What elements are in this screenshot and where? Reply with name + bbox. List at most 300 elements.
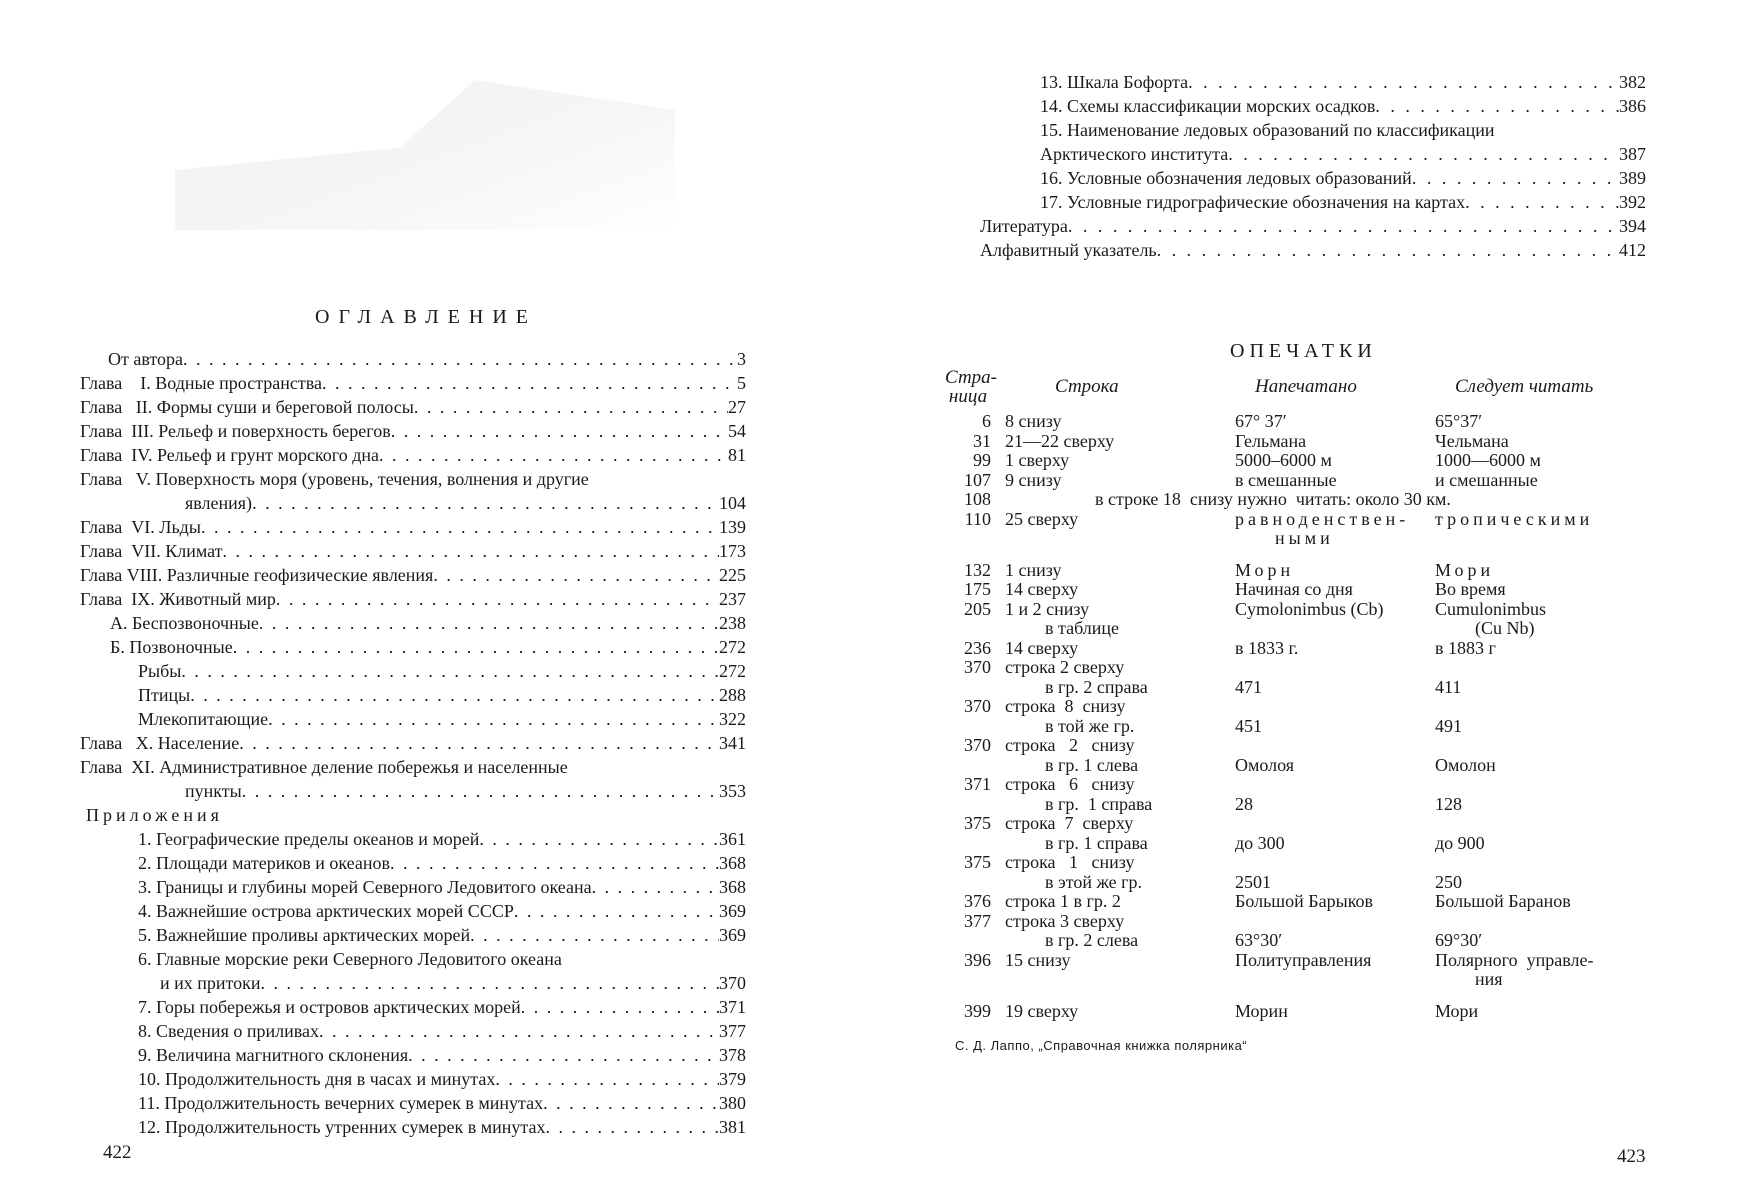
errata-printed-text: 67° 37′ xyxy=(1235,411,1287,431)
errata-printed-text: до 300 xyxy=(1235,832,1285,853)
dot-leader xyxy=(239,731,719,755)
toc-entry xyxy=(980,166,1646,190)
errata-line xyxy=(1005,1002,1225,1022)
toc-entry-label: 10. Продолжительность дня в часах и минутах xyxy=(138,1069,496,1089)
errata-line xyxy=(1005,736,1225,775)
errata-line-text: в гр. 1 справа xyxy=(1045,793,1153,814)
toc-entry-label: 5. Важнейшие проливы арктических морей xyxy=(138,925,471,945)
errata-printed-text: Cymolonimbus (Cb) xyxy=(1235,598,1384,619)
errata-correct xyxy=(1425,775,1645,814)
errata-printed xyxy=(1225,1002,1425,1022)
errata-line-text: в гр. 2 справа xyxy=(1045,676,1148,697)
errata-row xyxy=(945,697,1645,736)
toc-entry-page: 382 xyxy=(1619,72,1646,92)
dot-leader xyxy=(261,971,719,995)
errata-correct-text: (Cu Nb) xyxy=(1475,618,1535,638)
errata-line xyxy=(1005,639,1225,659)
toc-entry xyxy=(80,491,746,515)
errata-correct-text: Чельмана xyxy=(1435,430,1509,451)
toc-entry-line xyxy=(980,118,1646,142)
errata-line xyxy=(1005,775,1225,814)
toc-entry-label: 6. Главные морские реки Северного Ледовитого океана xyxy=(138,949,562,969)
toc-entry-label: Глава VIII. Различные геофизические явления xyxy=(80,565,434,585)
errata-printed-text: Большой Барыков xyxy=(1235,891,1374,911)
errata-page: 399 xyxy=(964,1000,991,1021)
errata-line xyxy=(1005,697,1225,736)
dot-leader xyxy=(390,851,719,875)
errata-page: 236 xyxy=(964,637,991,658)
toc-entry xyxy=(80,659,746,683)
errata-row xyxy=(945,600,1645,639)
toc-entry-label: 2. Площади материков и океанов xyxy=(138,853,390,873)
toc-entry-label: Глава III. Рельеф и поверхность берегов xyxy=(80,421,391,441)
errata-row xyxy=(945,736,1645,775)
toc-entry-page: 272 xyxy=(719,637,746,657)
dot-leader xyxy=(1228,142,1619,166)
toc-entry-label: Глава X. Население xyxy=(80,733,240,753)
errata-correct-text xyxy=(1435,912,1645,932)
errata-line xyxy=(1005,600,1225,639)
errata-page: 376 xyxy=(964,891,991,911)
toc-entry-line xyxy=(80,467,746,491)
errata-line xyxy=(1005,814,1225,853)
errata-printed-text xyxy=(1235,912,1425,932)
dot-leader xyxy=(408,1043,719,1067)
errata-printed xyxy=(1225,471,1425,491)
errata-page: 370 xyxy=(964,735,991,755)
toc-entry xyxy=(980,238,1646,262)
toc-entry-label: 17. Условные гидрографические обозначения на картах xyxy=(1040,192,1466,212)
errata-line-text: 8 снизу xyxy=(1005,411,1062,431)
dot-leader xyxy=(268,707,719,731)
dot-leader xyxy=(223,539,719,563)
toc-entry xyxy=(80,635,746,659)
table-of-contents xyxy=(80,347,746,1139)
errata-correct xyxy=(1425,510,1645,549)
toc-entry xyxy=(80,683,746,707)
errata-line xyxy=(1005,510,1225,549)
errata-correct xyxy=(1425,658,1645,697)
errata-correct xyxy=(1425,471,1645,491)
toc-entry-label: Глава XI. Административное деление побережья и населенные xyxy=(80,757,568,777)
toc-entry-continuation: и их притоки xyxy=(160,973,261,993)
errata-page: 132 xyxy=(964,559,991,580)
errata-correct xyxy=(1425,951,1645,990)
errata-printed-text: 63°30′ xyxy=(1235,930,1283,950)
errata-line xyxy=(1005,432,1225,452)
toc-entry-label: 16. Условные обозначения ледовых образований xyxy=(1040,168,1412,188)
errata-line-text: 1 и 2 снизу xyxy=(1005,598,1090,619)
toc-entry-page: 322 xyxy=(719,709,746,729)
errata-printed xyxy=(1225,510,1425,549)
errata-line-text: строка 2 сверху xyxy=(1005,657,1125,677)
errata-printed xyxy=(1225,814,1425,853)
errata-printed-text xyxy=(1235,775,1425,795)
errata-line-text: строка 3 сверху xyxy=(1005,910,1125,931)
toc-entry xyxy=(80,731,746,755)
toc-entry-continuation: Арктического института xyxy=(1040,144,1229,164)
toc-entry-page: 173 xyxy=(719,541,746,561)
errata-line xyxy=(1005,853,1225,892)
errata-printed-text xyxy=(1235,853,1425,873)
errata-correct-text: 128 xyxy=(1435,793,1462,814)
errata-correct-text: Мори xyxy=(1435,1000,1479,1021)
errata-printed-text: Морн xyxy=(1235,559,1295,580)
toc-entry-page: 394 xyxy=(1619,216,1646,236)
toc-entry-page: 412 xyxy=(1619,240,1646,260)
toc-entry-page: 288 xyxy=(719,685,746,705)
toc-title: ОГЛАВЛЕНИЕ xyxy=(315,306,537,328)
toc-entry xyxy=(80,347,746,371)
errata-line-text: 1 снизу xyxy=(1005,559,1062,580)
errata-printed-text: ными xyxy=(1275,528,1334,548)
toc-entry xyxy=(80,995,746,1019)
toc-entry-label: Глава VI. Льды xyxy=(80,517,201,537)
errata-correct xyxy=(1425,451,1645,471)
dot-leader xyxy=(1375,94,1619,118)
toc-entry-label: 13. Шкала Бофорта xyxy=(1040,72,1189,92)
errata-row xyxy=(945,412,1645,432)
errata-line-text: в этой же гр. xyxy=(1045,871,1143,892)
errata-printed-text: 2501 xyxy=(1235,871,1271,892)
toc-entry-page: 377 xyxy=(719,1021,746,1041)
dot-leader xyxy=(183,347,737,371)
toc-entry-label: 11. Продолжительность вечерних сумерек в минутах xyxy=(138,1093,544,1113)
toc-entry-page: 139 xyxy=(719,517,746,537)
toc-entry xyxy=(80,443,746,467)
toc-entry-page: 371 xyxy=(719,997,746,1017)
dot-leader xyxy=(276,587,719,611)
errata-line-text: строка 2 снизу xyxy=(1005,735,1135,755)
errata-line-text: строка 7 сверху xyxy=(1005,813,1134,833)
errata-line xyxy=(1005,412,1225,432)
errata-printed xyxy=(1225,853,1425,892)
toc-entry-page: 380 xyxy=(719,1093,746,1113)
errata-row xyxy=(945,639,1645,659)
errata-line-text: строка 1 снизу xyxy=(1005,852,1135,872)
toc-entry-label: Глава IV. Рельеф и грунт морского дна xyxy=(80,445,379,465)
toc-entry-page: 104 xyxy=(719,493,746,513)
toc-entry xyxy=(80,1115,746,1139)
toc-entry xyxy=(80,1091,746,1115)
errata-row xyxy=(945,1002,1645,1022)
dot-leader xyxy=(190,683,719,707)
toc-entry-continuation: явления) xyxy=(185,493,253,513)
toc-entry-page: 272 xyxy=(719,661,746,681)
errata-printed-text: Омолоя xyxy=(1235,754,1295,775)
toc-entry xyxy=(80,1043,746,1067)
errata-row xyxy=(945,432,1645,452)
dot-leader xyxy=(379,443,728,467)
errata-correct-text: ния xyxy=(1475,969,1503,989)
toc-entry-page: 392 xyxy=(1619,192,1646,212)
errata-page: 396 xyxy=(964,949,991,970)
toc-entry xyxy=(80,851,746,875)
errata-line-text: в той же гр. xyxy=(1045,715,1135,736)
toc-entry-label: 9. Величина магнитного склонения xyxy=(138,1045,409,1065)
errata-row xyxy=(945,658,1645,697)
errata-printed xyxy=(1225,697,1425,736)
errata-printed-text: в 1833 г. xyxy=(1235,637,1299,658)
dot-leader xyxy=(181,659,719,683)
errata-correct-text: 491 xyxy=(1435,715,1462,736)
errata-printed-text: 471 xyxy=(1235,676,1262,697)
errata-line-text: 21—22 сверху xyxy=(1005,430,1115,451)
toc-entry xyxy=(80,611,746,635)
errata-page: 375 xyxy=(964,813,991,833)
errata-printed-text xyxy=(1235,736,1425,756)
errata-printed xyxy=(1225,658,1425,697)
toc-entry-label: Литература xyxy=(980,216,1068,236)
dot-leader xyxy=(1068,214,1619,238)
errata-line-text: 25 сверху xyxy=(1005,508,1079,529)
errata-correct-text: 65°37′ xyxy=(1435,411,1483,431)
errata-page: 377 xyxy=(964,910,991,931)
header-page-2: ница xyxy=(948,386,988,407)
dot-leader xyxy=(470,923,719,947)
errata-line xyxy=(1005,451,1225,471)
header-correct: Следует читать xyxy=(1455,376,1594,397)
toc-entry xyxy=(80,395,746,419)
toc-entry-page: 379 xyxy=(719,1069,746,1089)
errata-correct-text: 1000—6000 м xyxy=(1435,450,1541,470)
errata-printed-text: равноденствен- xyxy=(1235,508,1410,529)
toc-entry-label: А. Беспозвоночные xyxy=(110,613,259,633)
toc-entry-label: 1. Географические пределы океанов и морей xyxy=(138,829,480,849)
errata-printed xyxy=(1225,432,1425,452)
errata-table xyxy=(945,368,1645,1021)
dot-leader xyxy=(259,611,719,635)
errata-row xyxy=(945,580,1645,600)
toc-entry-page: 387 xyxy=(1619,144,1646,164)
errata-printed-text xyxy=(1235,697,1425,717)
toc-entry-page: 54 xyxy=(728,421,746,441)
errata-printed-text: в смешанные xyxy=(1235,469,1337,490)
errata-correct-text: 250 xyxy=(1435,871,1462,892)
dot-leader xyxy=(319,1019,719,1043)
toc-entry xyxy=(80,1067,746,1091)
errata-printed xyxy=(1225,892,1425,912)
toc-entry xyxy=(980,142,1646,166)
toc-entry xyxy=(980,94,1646,118)
toc-entry-line xyxy=(80,947,746,971)
errata-printed-text xyxy=(1235,814,1425,834)
errata-printed xyxy=(1225,451,1425,471)
toc-entry-label: Птицы xyxy=(138,685,191,705)
dot-leader xyxy=(545,1115,719,1139)
errata-correct-text: Омолон xyxy=(1435,754,1496,775)
errata-line xyxy=(1005,912,1225,951)
appendix-heading: Приложения xyxy=(86,805,223,825)
errata-correct xyxy=(1425,580,1645,600)
toc-entry xyxy=(80,899,746,923)
errata-correct-text xyxy=(1435,814,1645,834)
toc-entry xyxy=(980,214,1646,238)
dot-leader xyxy=(391,419,728,443)
dot-leader xyxy=(414,395,728,419)
header-printed: Напечатано xyxy=(1255,376,1357,397)
toc-entry-label: От автора xyxy=(108,349,184,369)
toc-entry-page: 27 xyxy=(728,397,746,417)
errata-correct-text: Во время xyxy=(1435,579,1506,599)
errata-correct-text: Мори xyxy=(1435,559,1495,580)
errata-correct xyxy=(1425,892,1645,912)
dot-leader xyxy=(495,1067,719,1091)
errata-printed xyxy=(1225,951,1425,990)
errata-correct xyxy=(1425,432,1645,452)
errata-printed xyxy=(1225,639,1425,659)
toc-entry xyxy=(80,563,746,587)
toc-entry xyxy=(980,70,1646,94)
errata-printed xyxy=(1225,775,1425,814)
toc-entry xyxy=(80,587,746,611)
toc-entry xyxy=(80,371,746,395)
errata-correct xyxy=(1425,814,1645,853)
errata-correct-text: 69°30′ xyxy=(1435,930,1483,950)
toc-entry xyxy=(80,707,746,731)
errata-printed-text: Начиная со дня xyxy=(1235,579,1353,599)
scan-smudge xyxy=(175,80,675,230)
toc-entry-page: 5 xyxy=(737,373,746,393)
errata-page: 205 xyxy=(964,598,991,619)
errata-correct xyxy=(1425,912,1645,951)
errata-row xyxy=(945,490,1645,510)
errata-correct-text xyxy=(1435,697,1645,717)
errata-line xyxy=(1005,951,1225,990)
errata-correct xyxy=(1425,600,1645,639)
errata-line-text: 14 сверху xyxy=(1005,637,1079,658)
errata-row xyxy=(945,912,1645,951)
toc-entry-label: Глава V. Поверхность моря (уровень, течения, волнения и другие xyxy=(80,469,589,489)
errata-correct-text xyxy=(1435,658,1645,678)
toc-entry-page: 237 xyxy=(719,589,746,609)
toc-entry-label: 15. Наименование ледовых образований по классификации xyxy=(1040,120,1495,140)
toc-entry xyxy=(80,923,746,947)
errata-line-text: 9 снизу xyxy=(1005,469,1062,490)
toc-entry-label: Алфавитный указатель xyxy=(980,240,1157,260)
toc-entry-page: 361 xyxy=(719,829,746,849)
dot-leader xyxy=(592,875,719,899)
dot-leader xyxy=(1412,166,1619,190)
errata-correct xyxy=(1425,736,1645,775)
errata-printed xyxy=(1225,912,1425,951)
errata-line xyxy=(1005,561,1225,581)
toc-entry-label: 14. Схемы классификации морских осадков xyxy=(1040,96,1376,116)
errata-correct xyxy=(1425,1002,1645,1022)
errata-line-text: 1 сверху xyxy=(1005,450,1070,470)
toc-entry-label: Глава IX. Животный мир xyxy=(80,589,276,609)
toc-entry-label: Рыбы xyxy=(138,661,182,681)
errata-row xyxy=(945,951,1645,990)
errata-line xyxy=(1005,892,1225,912)
toc-entry-page: 368 xyxy=(719,877,746,897)
toc-entry-page: 353 xyxy=(719,781,746,801)
dot-leader xyxy=(1465,190,1619,214)
toc-entry-label: Глава VII. Климат xyxy=(80,541,223,561)
dot-leader xyxy=(521,995,719,1019)
toc-entry-page: 225 xyxy=(719,565,746,585)
dot-leader xyxy=(252,491,719,515)
toc-entry-label: 12. Продолжительность утренних сумерек в минутах xyxy=(138,1117,546,1137)
errata-correct xyxy=(1425,412,1645,432)
errata-printed xyxy=(1225,600,1425,639)
errata-correct xyxy=(1425,639,1645,659)
toc-entry-page: 3 xyxy=(737,349,746,369)
errata-line-text: 15 снизу xyxy=(1005,949,1071,970)
errata-page: 370 xyxy=(964,657,991,677)
errata-row xyxy=(945,451,1645,471)
errata-line xyxy=(1005,471,1225,491)
errata-row xyxy=(945,892,1645,912)
toc-entry-page: 378 xyxy=(719,1045,746,1065)
dot-leader xyxy=(201,515,719,539)
page-number-right: 423 xyxy=(1617,1146,1646,1167)
errata-line-text: в таблице xyxy=(1045,618,1120,638)
toc-entry-label: Глава I. Водные пространства xyxy=(80,373,323,393)
errata-title: ОПЕЧАТКИ xyxy=(1230,340,1377,362)
dot-leader xyxy=(322,371,737,395)
toc-entry-page: 370 xyxy=(719,973,746,993)
toc-entry xyxy=(80,779,746,803)
toc-entry-line xyxy=(80,755,746,779)
errata-correct-text: Большой Баранов xyxy=(1435,891,1571,911)
errata-printed-text: 451 xyxy=(1235,715,1262,736)
errata-line-text: в гр. 1 справа xyxy=(1045,832,1148,853)
toc-entry-page: 369 xyxy=(719,901,746,921)
errata-correct-text: Cumulonimbus xyxy=(1435,598,1547,619)
errata-row xyxy=(945,853,1645,892)
errata-row xyxy=(945,471,1645,491)
dot-leader xyxy=(1188,70,1619,94)
toc-entry-label: Глава II. Формы суши и береговой полосы xyxy=(80,397,414,417)
errata-correct-text: Полярного управле- xyxy=(1435,949,1594,970)
toc-entry xyxy=(80,419,746,443)
toc-entry xyxy=(80,515,746,539)
toc-entry-page: 341 xyxy=(719,733,746,753)
toc-entry-page: 386 xyxy=(1619,96,1646,116)
errata-correct-text: в 1883 г xyxy=(1435,637,1496,658)
page-number-left: 422 xyxy=(103,1142,132,1163)
toc-entry-label: 3. Границы и глубины морей Северного Ледовитого океана xyxy=(138,877,592,897)
toc-entry-page: 81 xyxy=(728,445,746,465)
toc-entry xyxy=(80,971,746,995)
errata-correct xyxy=(1425,853,1645,892)
errata-line-text: строка 1 в гр. 2 xyxy=(1005,891,1121,911)
errata-line xyxy=(1005,658,1225,697)
errata-page: 371 xyxy=(964,774,991,794)
errata-page: 31 xyxy=(973,430,991,451)
errata-row xyxy=(945,510,1645,549)
errata-printed xyxy=(1225,580,1425,600)
dot-leader xyxy=(433,563,719,587)
errata-header xyxy=(945,368,1645,406)
toc-entry xyxy=(80,875,746,899)
errata-printed xyxy=(1225,736,1425,775)
errata-printed-text: Морин xyxy=(1235,1000,1288,1021)
toc-entry-page: 381 xyxy=(719,1117,746,1137)
errata-line-text: в гр. 2 слева xyxy=(1045,930,1139,950)
header-page: Стра- xyxy=(945,367,997,388)
errata-correct-text: до 900 xyxy=(1435,832,1485,853)
toc-entry-label: Б. Позвоночные xyxy=(110,637,233,657)
errata-line xyxy=(1005,580,1225,600)
errata-correct-text xyxy=(1435,853,1645,873)
errata-row xyxy=(945,775,1645,814)
credit-line: С. Д. Лаппо, „Справочная книжка полярника“ xyxy=(955,1038,1248,1053)
errata-correct-text: 411 xyxy=(1435,676,1462,697)
toc-entry-page: 368 xyxy=(719,853,746,873)
toc-entry-label: Млекопитающие xyxy=(138,709,269,729)
